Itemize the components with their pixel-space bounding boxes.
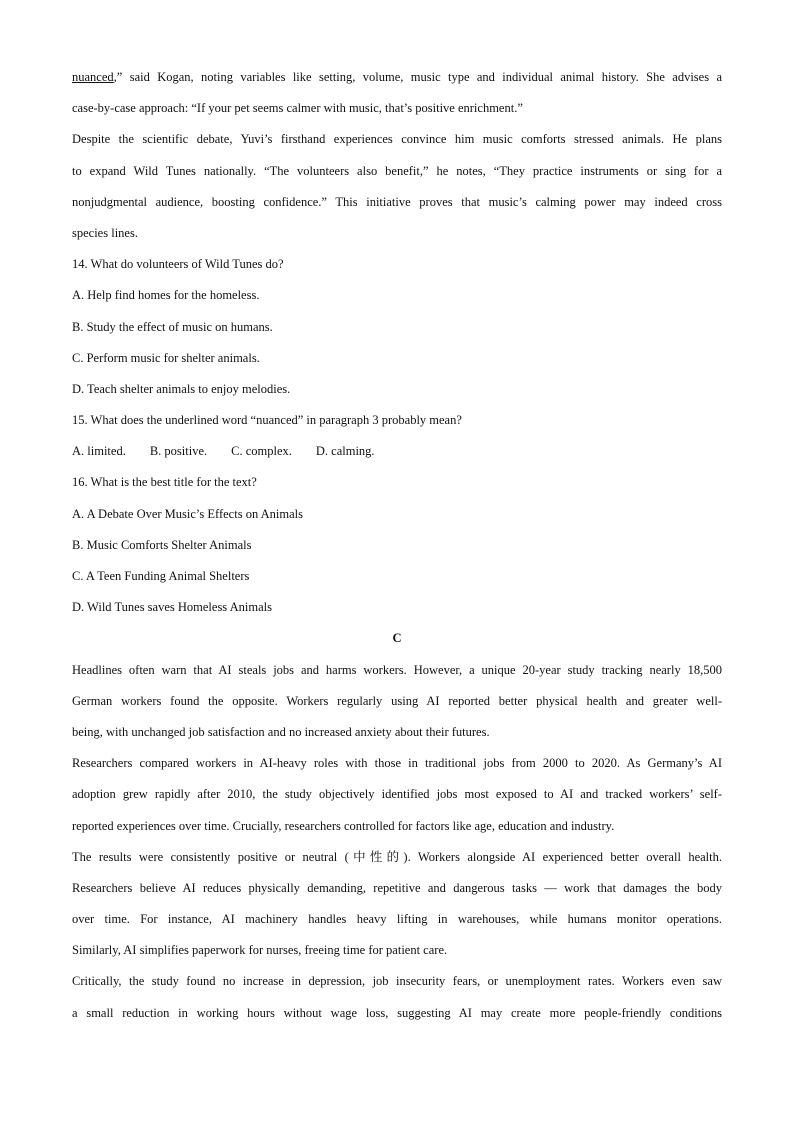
section-c-p4-line-2: a small reduction in working hours without wage loss, suggesting AI may create more people-friendly conditions <box>72 1005 722 1020</box>
question-16-option-b: B. Music Comforts Shelter Animals <box>72 537 252 552</box>
question-14-option-b: B. Study the effect of music on humans. <box>72 319 273 334</box>
question-14-stem: 14. What do volunteers of Wild Tunes do? <box>72 257 284 272</box>
question-16-option-a: A. A Debate Over Music’s Effects on Animals <box>72 506 303 521</box>
question-15-options <box>72 436 722 467</box>
section-c-p2-line-1: Researchers compared workers in AI-heavy roles with those in traditional jobs from 2000 to 2020. As Germany’s AI <box>72 756 722 771</box>
passage-b-p3-line-1 <box>72 62 722 93</box>
passage-b-p4-line-1: Despite the scientific debate, Yuvi’s firsthand experiences convince him music comforts stressed animals. He plans <box>72 132 722 147</box>
section-c-p3-line-1: The results were consistently positive or neutral (中性的). Workers alongside AI experienced better overall health. <box>72 849 722 864</box>
question-15-option-c: C. complex. <box>231 444 292 459</box>
question-15-option-d: D. calming. <box>315 444 375 459</box>
question-14-option-d: D. Teach shelter animals to enjoy melodies. <box>72 381 291 396</box>
section-c-p3-line-2: Researchers believe AI reduces physically demanding, repetitive and dangerous tasks — work that damages the body <box>72 880 722 895</box>
section-c-p1-line-3: being, with unchanged job satisfaction and no increased anxiety about their futures. <box>72 724 490 739</box>
question-14-option-a: A. Help find homes for the homeless. <box>72 288 260 303</box>
question-15-option-b: B. positive. <box>149 444 208 459</box>
exam-page <box>72 62 722 1029</box>
question-15-stem: 15. What does the underlined word “nuanced” in paragraph 3 probably mean? <box>72 413 462 428</box>
question-16-option-c: C. A Teen Funding Animal Shelters <box>72 569 250 583</box>
section-c-heading: C <box>392 631 402 646</box>
question-14-option-c: C. Perform music for shelter animals. <box>72 350 260 365</box>
question-16-option-d: D. Wild Tunes saves Homeless Animals <box>72 600 272 615</box>
section-c-p2-line-3: reported experiences over time. Crucially, researchers controlled for factors like age, education and industry. <box>72 818 615 833</box>
underlined-word: nuanced <box>72 70 114 84</box>
section-c-p2-line-2: adoption grew rapidly after 2010, the study objectively identified jobs most exposed to AI and tracked workers’ self- <box>72 787 722 802</box>
passage-b-p4-line-4: species lines. <box>72 225 138 240</box>
question-16-stem: 16. What is the best title for the text? <box>72 475 257 490</box>
passage-b-p3-line-2: case-by-case approach: “If your pet seems calmer with music, that’s positive enrichment.” <box>72 101 523 116</box>
section-c-p1-line-1: Headlines often warn that AI steals jobs and harms workers. However, a unique 20-year study tracking nearly 18,500 <box>72 662 722 677</box>
section-c-p1-line-2: German workers found the opposite. Workers regularly using AI reported better physical health and greater well- <box>72 693 722 708</box>
passage-b-p4-line-2: to expand Wild Tunes nationally. “The volunteers also benefit,” he notes, “They practice instruments or sing for a <box>72 163 722 178</box>
question-15-option-a: A. limited. <box>72 444 126 459</box>
text-run: ,” said Kogan, noting variables like setting, volume, music type and individual animal history. She advises a <box>113 70 722 84</box>
section-c-p3-line-4: Similarly, AI simplifies paperwork for nurses, freeing time for patient care. <box>72 943 448 958</box>
section-c-p3-line-3: over time. For instance, AI machinery handles heavy lifting in warehouses, while humans monitor operations. <box>72 912 722 927</box>
section-c-p4-line-1: Critically, the study found no increase in depression, job insecurity fears, or unemployment rates. Workers even saw <box>72 974 722 989</box>
passage-b-p4-line-3: nonjudgmental audience, boosting confidence.” This initiative proves that music’s calming power may indeed cross <box>72 194 722 209</box>
